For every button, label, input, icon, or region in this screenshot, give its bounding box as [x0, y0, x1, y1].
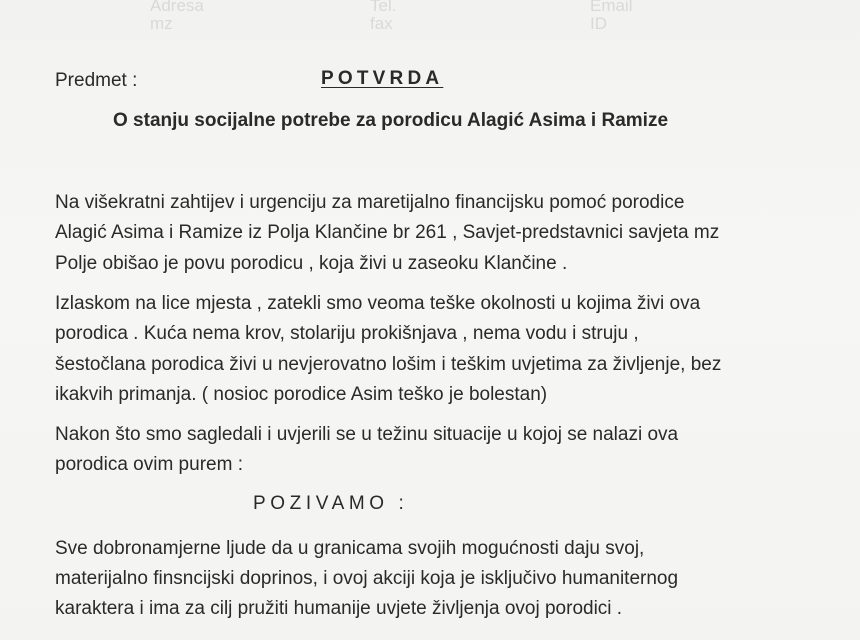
show-through-text: Tel. — [370, 0, 397, 15]
paragraph-line: Alagić Asima i Ramize iz Polja Klančine br 261 , Savjet-predstavnici savjeta mz — [55, 222, 720, 243]
show-through-text: fax — [370, 14, 393, 33]
paragraph-line: porodica ovim purem : — [55, 454, 243, 475]
call-heading: POZIVAMO : — [253, 493, 409, 514]
paragraph-line: materijalno finsncijski doprinos, i ovoj akciji koja je isključivo humaniternog — [55, 568, 679, 589]
paragraph-line: Na višekratni zahtijev i urgenciju za maretijalno financijsku pomoć porodice — [55, 192, 685, 213]
show-through-text: ID — [590, 14, 607, 33]
paragraph-line: porodica . Kuća nema krov, stolariju prokišnjava , nema vodu i struju , — [55, 323, 639, 344]
paragraph-line: Sve dobronamjerne ljude da u granicama svojih mogućnosti daju svoj, — [55, 538, 645, 559]
paragraph-line: Izlaskom na lice mjesta , zatekli smo veoma teške okolnosti u kojima živi ova — [55, 293, 701, 314]
paragraph-line: Polje obišao je povu porodicu , koja živi u zaseoku Klančine . — [55, 253, 568, 274]
document-title: POTVRDA — [321, 68, 444, 89]
paragraph-line: ikakvih primanja. ( nosioc porodice Asim teško je bolestan) — [55, 384, 548, 405]
paragraph-line: šestočlana porodica živi u nevjerovatno lošim i teškim uvjetima za življenje, bez — [55, 354, 722, 375]
document-subtitle: O stanju socijalne potrebe za porodicu Alagić Asima i Ramize — [113, 110, 669, 131]
show-through-text: Adresa — [150, 0, 204, 15]
show-through-text: mz — [150, 14, 173, 33]
show-through-text: Email — [590, 0, 633, 15]
subject-label: Predmet : — [55, 70, 138, 91]
paragraph-line: karaktera i ima za cilj pružiti humanije uvjete življenja ovoj porodici . — [55, 598, 623, 619]
paragraph-line: Nakon što smo sagledali i uvjerili se u težinu situacije u kojoj se nalazi ova — [55, 424, 679, 445]
